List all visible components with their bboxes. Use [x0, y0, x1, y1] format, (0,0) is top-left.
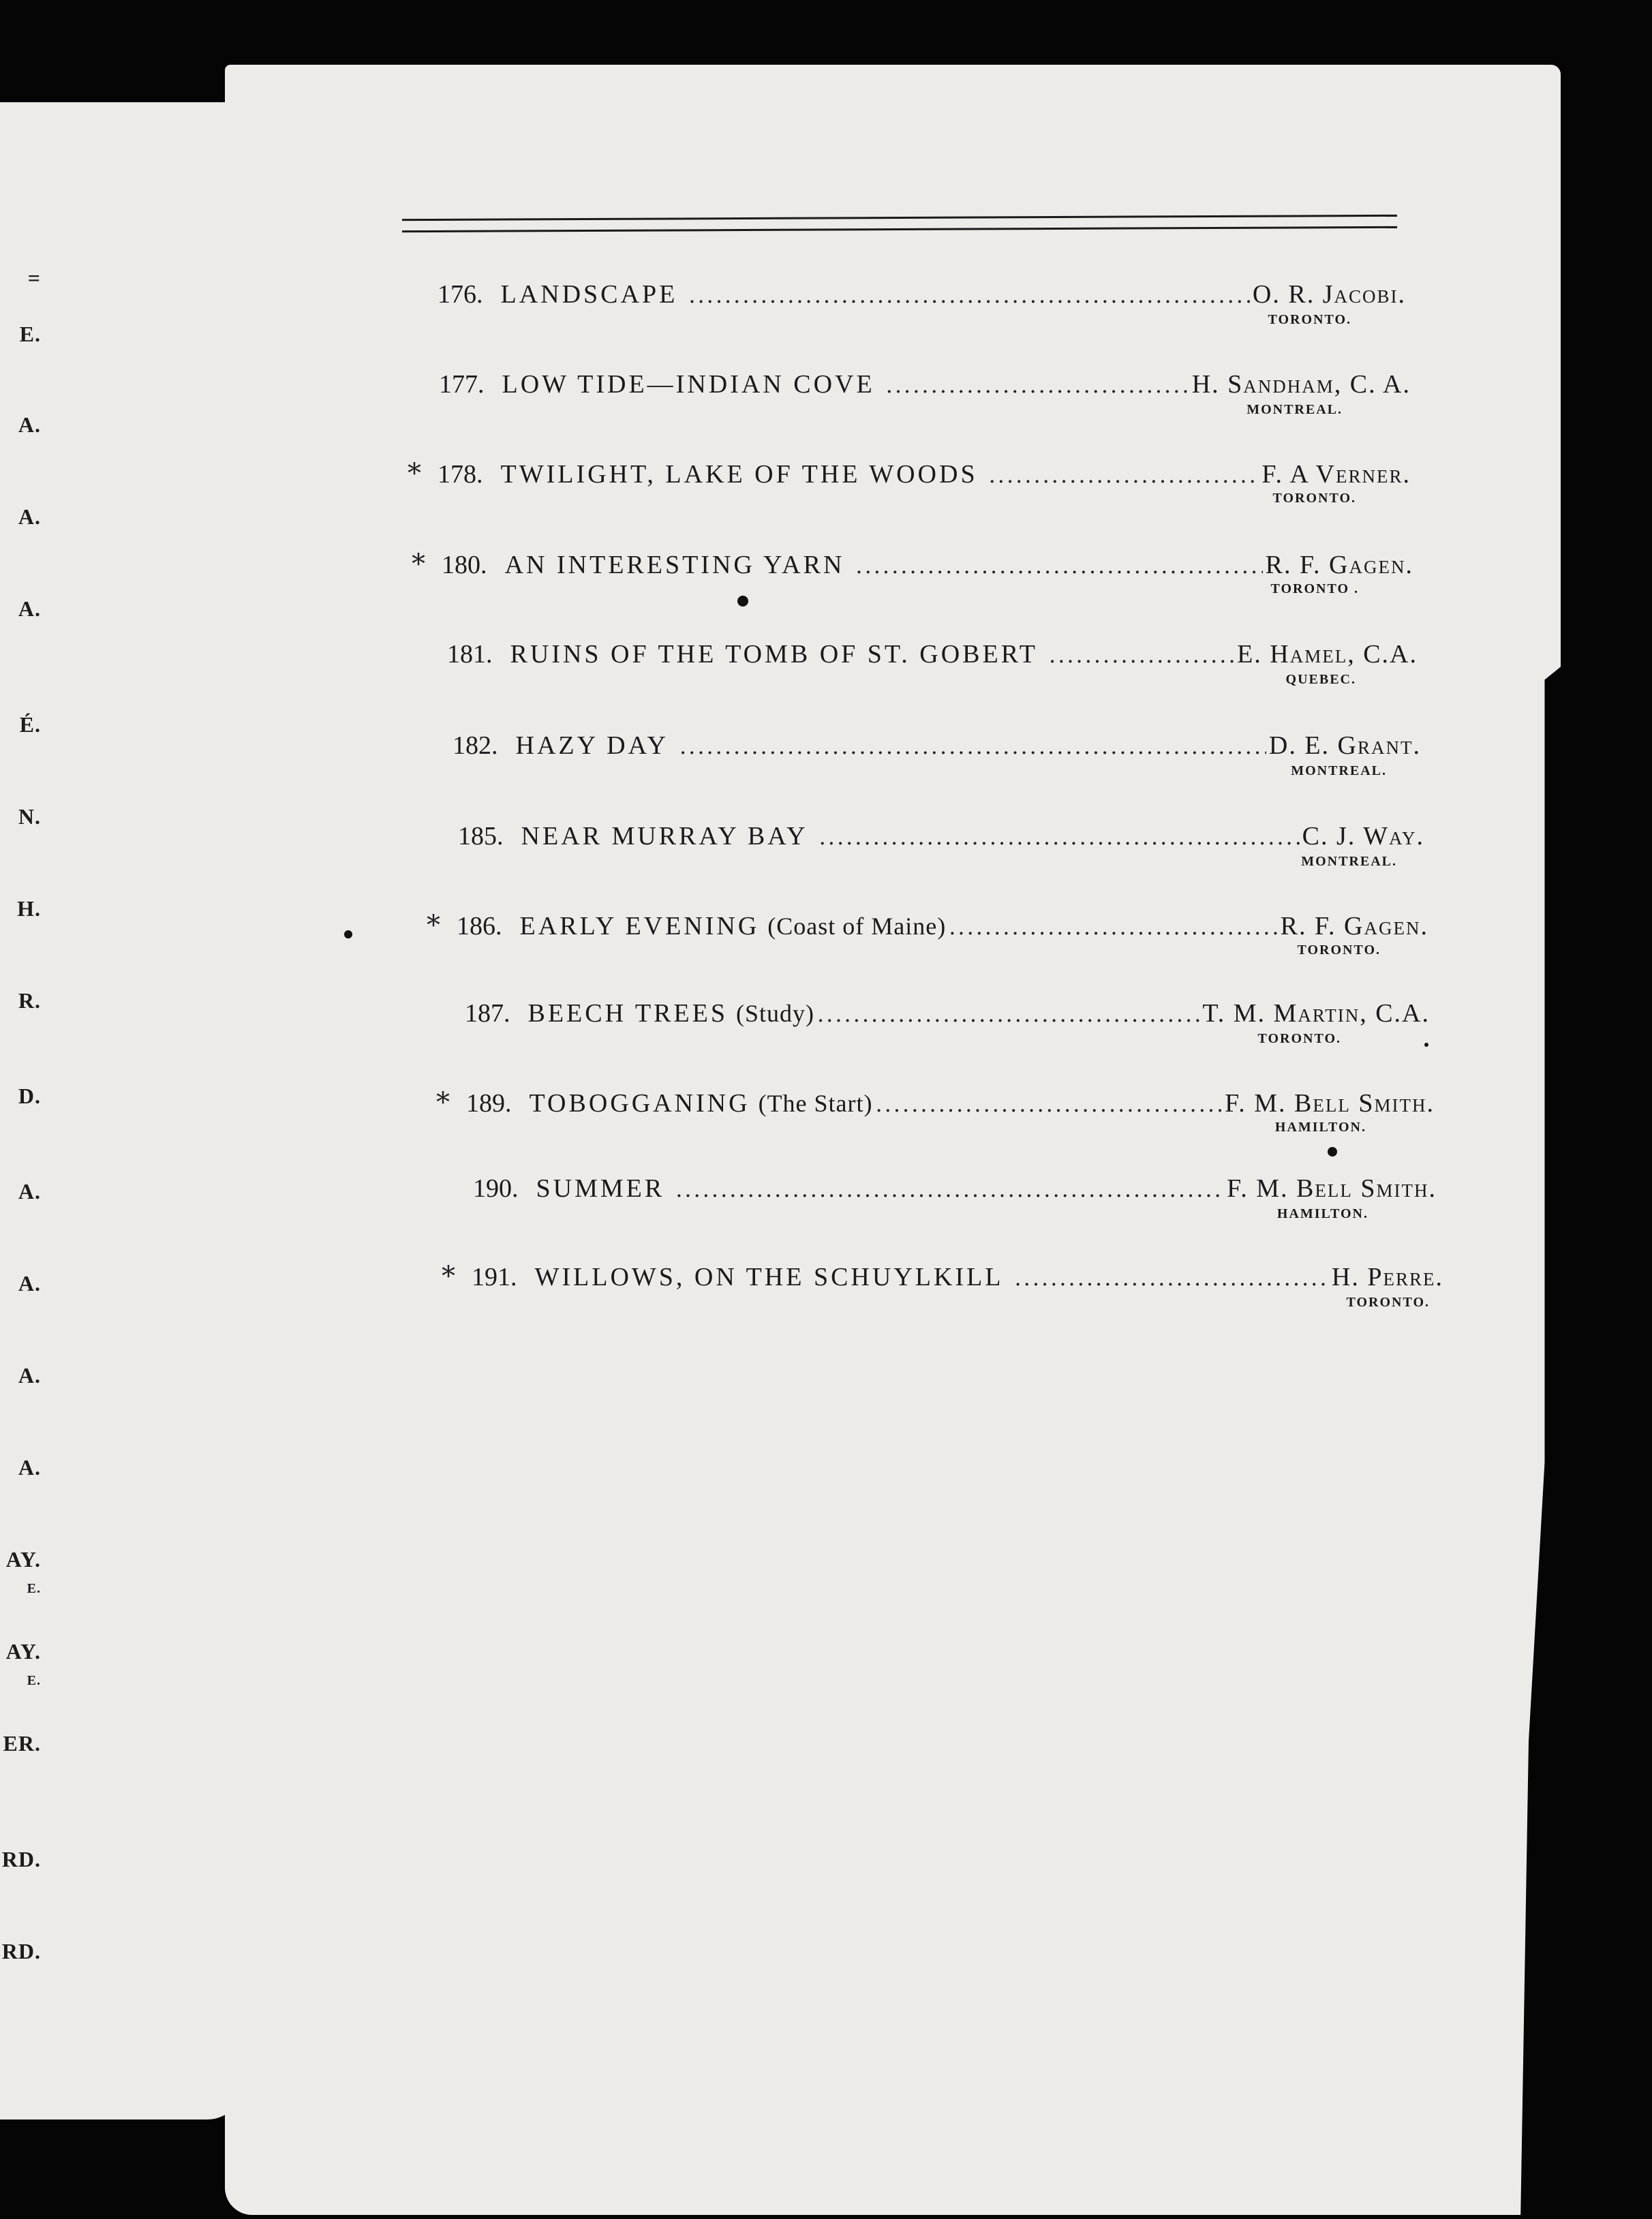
- catalogue-entry: [436, 1087, 1435, 1135]
- facing-page-text: A.: [18, 1363, 41, 1388]
- entry-number: 181.: [447, 640, 493, 669]
- entry-number: 180.: [442, 551, 487, 579]
- leader-dots: [1015, 1265, 1329, 1291]
- leader-dots: [886, 372, 1189, 398]
- leader-dots: [876, 1091, 1223, 1117]
- catalogue-entry: [435, 998, 1430, 1046]
- leader-dots: [679, 733, 1266, 759]
- asterisk-marker: *: [408, 458, 421, 489]
- entry-title: TOBOGGANING: [529, 1089, 750, 1118]
- entry-subtitle: (The Start): [758, 1090, 873, 1117]
- ink-speck: [737, 596, 748, 607]
- entry-title: BEECH TREES: [527, 999, 728, 1028]
- entry-city: HAMILTON.: [1274, 1120, 1366, 1135]
- facing-page-text: AY.: [5, 1547, 41, 1572]
- entry-number: 189.: [466, 1089, 512, 1118]
- entry-artist: H. Sandham, C. A.: [1191, 370, 1411, 399]
- entry-artist: R. F. Gagen.: [1265, 551, 1413, 579]
- entry-artist: F. M. Bell Smith.: [1227, 1174, 1437, 1203]
- entry-city: MONTREAL.: [1301, 854, 1397, 869]
- entry-artist: E. Hamel, C.A.: [1237, 640, 1418, 669]
- entry-number: 186.: [457, 912, 502, 940]
- entry-city: MONTREAL.: [1246, 402, 1343, 417]
- catalogue-entry: [417, 639, 1418, 687]
- ink-speck: [1424, 1043, 1428, 1047]
- entry-number: 190.: [473, 1174, 519, 1203]
- entry-title: TWILIGHT, LAKE OF THE WOODS: [500, 460, 978, 489]
- ink-speck: [1328, 1147, 1337, 1157]
- catalogue-entry: [409, 369, 1411, 417]
- facing-page-text: AY.: [5, 1639, 41, 1664]
- entry-artist: H. Perre.: [1331, 1263, 1443, 1291]
- asterisk-marker: *: [436, 1087, 450, 1118]
- entry-city: MONTREAL.: [1291, 763, 1387, 778]
- entry-number: 176.: [438, 280, 483, 309]
- entry-title: AN INTERESTING YARN: [504, 551, 845, 579]
- entry-number: 185.: [458, 822, 504, 851]
- entry-number: 187.: [465, 999, 510, 1028]
- entry-title: NEAR MURRAY BAY: [521, 822, 808, 851]
- facing-page-text: N.: [18, 804, 41, 829]
- entry-subtitle: (Coast of Maine): [767, 913, 947, 940]
- facing-page-text: A.: [18, 504, 41, 529]
- entry-artist: F. M. Bell Smith.: [1225, 1089, 1435, 1118]
- entry-title: RUINS OF THE TOMB OF ST. GOBERT: [510, 640, 1039, 669]
- catalogue-entry: [427, 910, 1428, 958]
- facing-page-text: E.: [19, 322, 41, 346]
- entry-number: 177.: [439, 370, 485, 399]
- facing-page-text: R.: [18, 988, 41, 1013]
- entry-artist: F. A Verner.: [1261, 460, 1411, 489]
- catalogue-entry: [428, 821, 1424, 869]
- catalogue-entry: [408, 458, 1411, 506]
- facing-page-text: ER.: [3, 1731, 41, 1756]
- entry-city: TORONTO.: [1297, 943, 1381, 958]
- facing-page-fragment: [0, 102, 248, 2119]
- entry-artist: R. F. Gagen.: [1280, 912, 1428, 940]
- catalogue-entry: [408, 279, 1406, 327]
- catalogue-entry: [423, 731, 1421, 778]
- facing-page-text: A.: [18, 596, 41, 621]
- asterisk-marker: *: [412, 549, 425, 580]
- facing-page-text: A.: [18, 412, 41, 437]
- entry-title: LANDSCAPE: [500, 280, 678, 309]
- ink-speck: [344, 930, 352, 938]
- entry-artist: O. R. Jacobi.: [1252, 280, 1406, 309]
- entry-subtitle: (Study): [736, 1000, 814, 1027]
- entry-title: WILLOWS, ON THE SCHUYLKILL: [534, 1263, 1004, 1291]
- entry-title: SUMMER: [536, 1174, 665, 1203]
- leader-dots: [1049, 642, 1234, 668]
- leader-dots: [989, 462, 1259, 488]
- asterisk-marker: *: [442, 1261, 455, 1292]
- entry-number: 178.: [438, 460, 483, 489]
- entry-title: EARLY EVENING: [519, 912, 760, 940]
- facing-page-text: É.: [19, 712, 41, 737]
- facing-page-text: H.: [17, 896, 41, 921]
- entry-city: TORONTO.: [1268, 312, 1351, 327]
- leader-dots: [949, 914, 1277, 940]
- facing-page-text: E.: [27, 1581, 41, 1596]
- facing-page-text: A.: [18, 1179, 41, 1204]
- facing-page-text: A.: [18, 1271, 41, 1296]
- entry-city: TORONTO.: [1257, 1031, 1341, 1046]
- entry-title: HAZY DAY: [515, 731, 669, 760]
- facing-page-text: =: [27, 266, 41, 290]
- leader-dots: [675, 1176, 1224, 1202]
- entry-city: HAMILTON.: [1276, 1206, 1368, 1221]
- facing-page-text: E.: [27, 1673, 41, 1688]
- entry-city: TORONTO .: [1270, 581, 1359, 596]
- entry-artist: C. J. Way.: [1302, 822, 1424, 851]
- entry-city: TORONTO.: [1272, 491, 1356, 506]
- asterisk-marker: *: [427, 910, 440, 941]
- leader-dots: [855, 553, 1262, 579]
- entry-title: LOW TIDE—INDIAN COVE: [502, 370, 875, 399]
- leader-dots: [817, 1001, 1199, 1027]
- entry-city: TORONTO.: [1346, 1295, 1430, 1310]
- entry-city: QUEBEC.: [1285, 672, 1356, 687]
- facing-page-text: D.: [18, 1084, 41, 1108]
- facing-page-text: A.: [18, 1455, 41, 1480]
- entry-artist: T. M. Martin, C.A.: [1202, 999, 1430, 1028]
- entry-artist: D. E. Grant.: [1268, 731, 1421, 760]
- catalogue-entry: [443, 1174, 1437, 1221]
- leader-dots: [688, 282, 1250, 308]
- leader-dots: [819, 824, 1300, 850]
- facing-page-text: RD.: [1, 1847, 41, 1871]
- facing-page-text: RD.: [1, 1939, 41, 1963]
- catalogue-entry: [442, 1261, 1443, 1310]
- entry-number: 191.: [472, 1263, 517, 1291]
- entry-number: 182.: [453, 731, 498, 760]
- catalogue-entry: [412, 549, 1413, 596]
